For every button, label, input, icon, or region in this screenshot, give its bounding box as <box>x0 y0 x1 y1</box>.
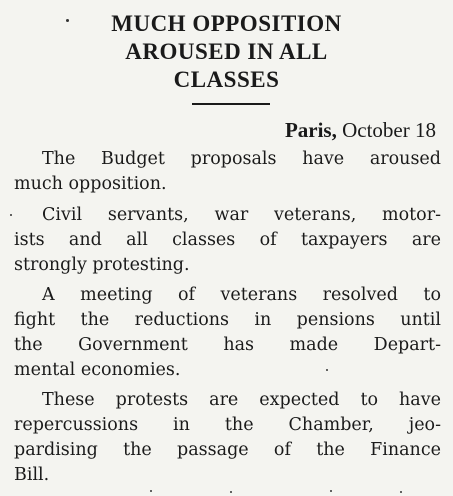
ink-speck <box>66 19 69 22</box>
paragraph-4-line-4: Bill. <box>14 465 50 485</box>
paragraph-2-line-1: Civil servants, war veterans, motor- <box>42 205 441 225</box>
paragraph-3-line-3: the Government has made Depart- <box>14 335 441 355</box>
ink-speck <box>10 214 12 216</box>
dateline-place: Paris, <box>284 118 337 142</box>
paragraph-1-line-1: The Budget proposals have aroused <box>42 149 441 169</box>
ink-speck <box>326 369 328 371</box>
paragraph-2-line-3: strongly protesting. <box>14 255 190 275</box>
paragraph-4-line-1: These protests are expected to have <box>42 390 441 410</box>
dateline <box>285 117 436 143</box>
headline-line-3: CLASSES <box>173 67 280 92</box>
headline-line-1: MUCH OPPOSITION <box>111 11 342 36</box>
dateline-date: October 18 <box>342 118 436 142</box>
paragraph-4-line-2: repercussions in the Chamber, jeo- <box>14 415 441 435</box>
headline-line-2: AROUSED IN ALL <box>125 39 328 64</box>
paragraph-4-line-3: pardising the passage of the Finance <box>14 440 441 460</box>
ink-speck <box>150 490 152 492</box>
ink-speck <box>330 490 332 492</box>
ink-speck <box>230 491 232 493</box>
paragraph-3-line-1: A meeting of veterans resolved to <box>42 285 441 305</box>
paragraph-2-line-2: ists and all classes of taxpayers are <box>14 230 441 250</box>
ink-speck <box>400 491 402 493</box>
paragraph-1-line-2: much opposition. <box>14 174 167 194</box>
paragraph-3-line-4: mental economies. <box>14 360 181 380</box>
headline-divider <box>192 103 270 105</box>
paragraph-3-line-2: fight the reductions in pensions until <box>14 310 441 330</box>
